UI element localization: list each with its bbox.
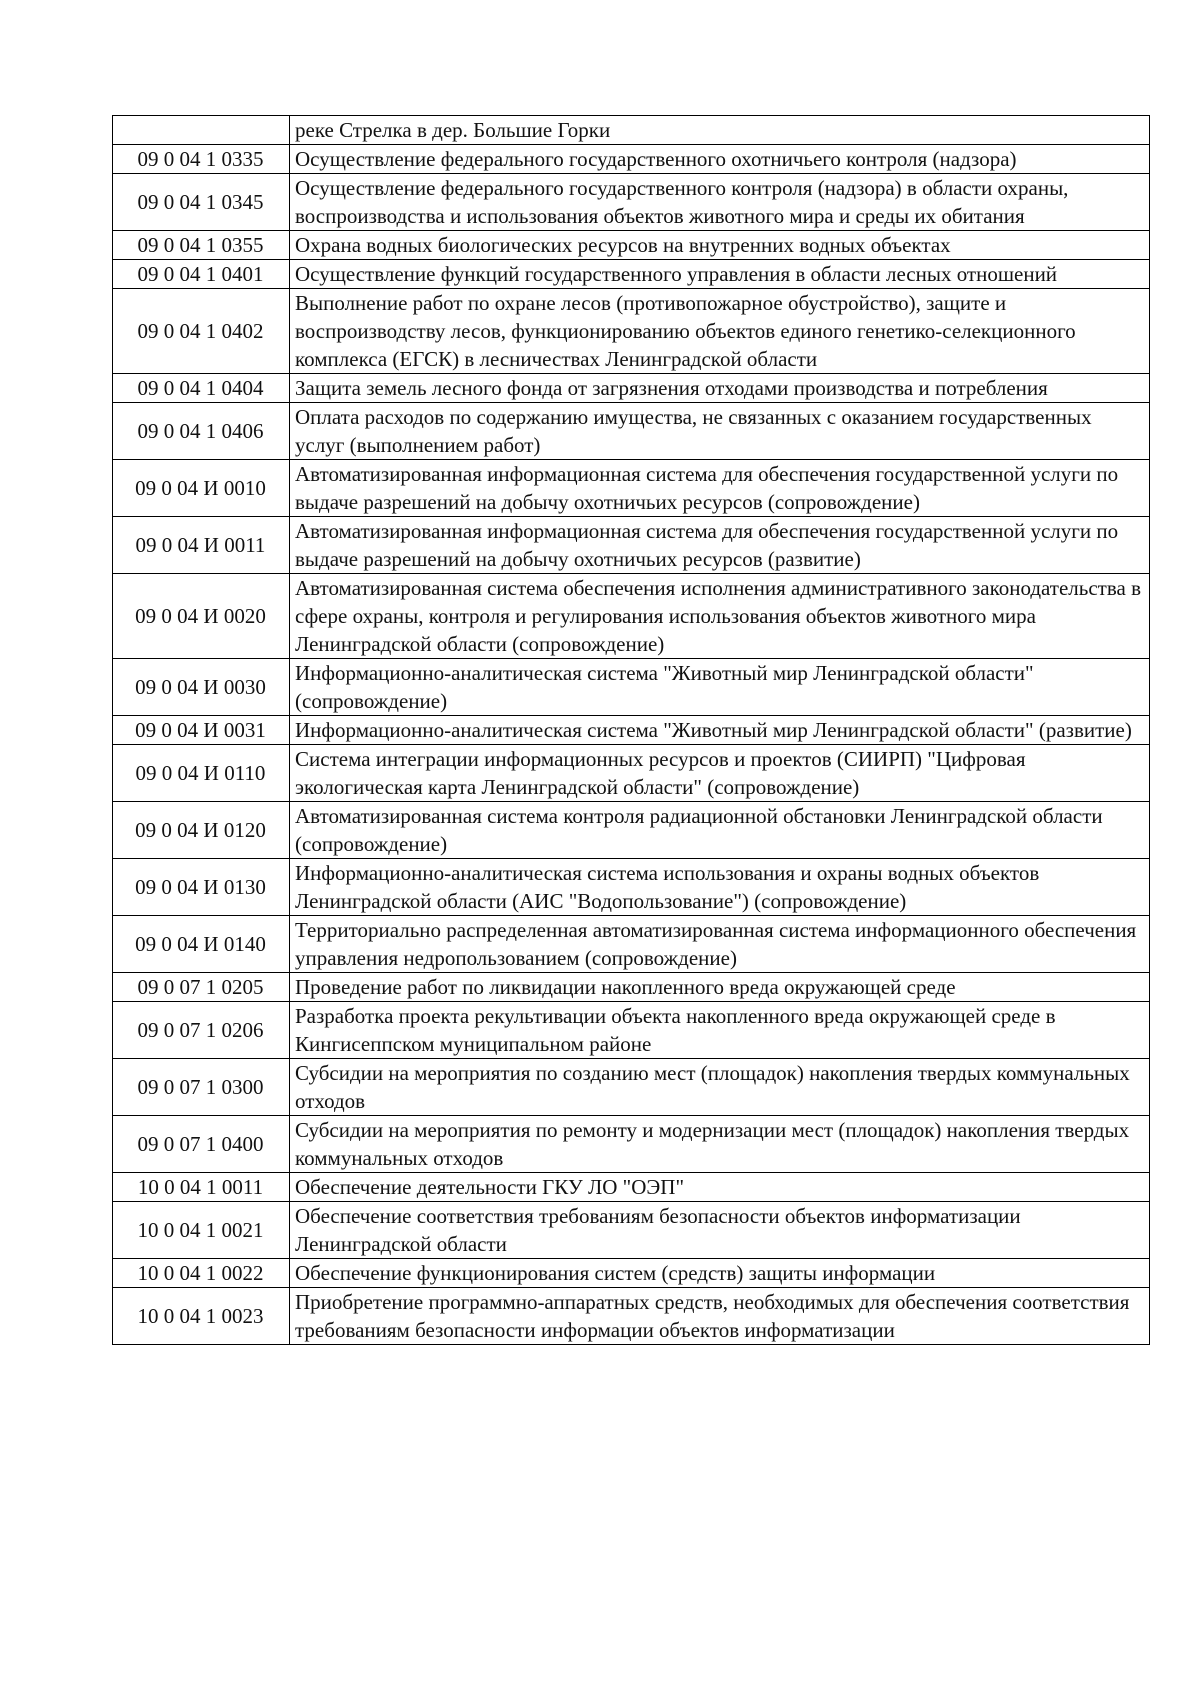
description-cell: Охрана водных биологических ресурсов на внутренних водных объектах: [290, 231, 1150, 260]
description-cell: Оплата расходов по содержанию имущества, не связанных с оказанием государственных услуг (выполнением работ): [290, 403, 1150, 460]
code-cell: 09 0 04 1 0404: [113, 374, 290, 403]
code-cell: 09 0 04 И 0120: [113, 802, 290, 859]
code-cell: 09 0 07 1 0205: [113, 973, 290, 1002]
code-cell: 09 0 04 И 0031: [113, 716, 290, 745]
table-body: [113, 116, 1150, 1345]
code-cell: 10 0 04 1 0021: [113, 1202, 290, 1259]
code-cell: [113, 116, 290, 145]
table-row: [113, 1116, 1150, 1173]
description-cell: Выполнение работ по охране лесов (противопожарное обустройство), защите и воспроизводству лесов, функционированию объектов единого генетико-селекционного комплекса (ЕГСК) в лесничествах Ленинградской области: [290, 289, 1150, 374]
code-cell: 09 0 04 И 0130: [113, 859, 290, 916]
description-cell: Приобретение программно-аппаратных средств, необходимых для обеспечения соответствия требованиям безопасности информации объектов информатизации: [290, 1288, 1150, 1345]
table-row: [113, 659, 1150, 716]
code-cell: 10 0 04 1 0011: [113, 1173, 290, 1202]
code-cell: 09 0 07 1 0300: [113, 1059, 290, 1116]
description-cell: Осуществление федерального государственного охотничьего контроля (надзора): [290, 145, 1150, 174]
table-row: [113, 1259, 1150, 1288]
table-row: [113, 1288, 1150, 1345]
table-row: [113, 174, 1150, 231]
table-row: [113, 374, 1150, 403]
code-cell: 09 0 04 1 0406: [113, 403, 290, 460]
table-row: [113, 116, 1150, 145]
code-cell: 09 0 04 И 0110: [113, 745, 290, 802]
description-cell: Информационно-аналитическая система использования и охраны водных объектов Ленинградской области (АИС "Водопользование") (сопровождение): [290, 859, 1150, 916]
description-cell: Автоматизированная система обеспечения исполнения административного законодательства в сфере охраны, контроля и регулирования использования объектов животного мира Ленинградской области (сопровождение): [290, 574, 1150, 659]
description-cell: Информационно-аналитическая система "Животный мир Ленинградской области" (развитие): [290, 716, 1150, 745]
description-cell: Субсидии на мероприятия по созданию мест (площадок) накопления твердых коммунальных отходов: [290, 1059, 1150, 1116]
code-cell: 09 0 04 1 0355: [113, 231, 290, 260]
table-row: [113, 716, 1150, 745]
description-cell: Обеспечение функционирования систем (средств) защиты информации: [290, 1259, 1150, 1288]
table-row: [113, 1002, 1150, 1059]
table-row: [113, 859, 1150, 916]
description-cell: Система интеграции информационных ресурсов и проектов (СИИРП) "Цифровая экологическая карта Ленинградской области" (сопровождение): [290, 745, 1150, 802]
description-cell: Проведение работ по ликвидации накопленного вреда окружающей среде: [290, 973, 1150, 1002]
description-cell: Автоматизированная система контроля радиационной обстановки Ленинградской области (сопровождение): [290, 802, 1150, 859]
table-row: [113, 231, 1150, 260]
description-cell: Осуществление федерального государственного контроля (надзора) в области охраны, воспроизводства и использования объектов животного мира и среды их обитания: [290, 174, 1150, 231]
budget-codes-table: [112, 115, 1150, 1345]
table-row: [113, 289, 1150, 374]
table-row: [113, 403, 1150, 460]
description-cell: Защита земель лесного фонда от загрязнения отходами производства и потребления: [290, 374, 1150, 403]
table-row: [113, 916, 1150, 973]
description-cell: Субсидии на мероприятия по ремонту и модернизации мест (площадок) накопления твердых коммунальных отходов: [290, 1116, 1150, 1173]
code-cell: 10 0 04 1 0022: [113, 1259, 290, 1288]
table-row: [113, 574, 1150, 659]
description-cell: реке Стрелка в дер. Большие Горки: [290, 116, 1150, 145]
code-cell: 09 0 04 И 0011: [113, 517, 290, 574]
table-row: [113, 145, 1150, 174]
code-cell: 09 0 07 1 0206: [113, 1002, 290, 1059]
code-cell: 09 0 04 И 0020: [113, 574, 290, 659]
code-cell: 09 0 04 И 0030: [113, 659, 290, 716]
code-cell: 09 0 04 1 0401: [113, 260, 290, 289]
table-row: [113, 973, 1150, 1002]
code-cell: 09 0 04 1 0335: [113, 145, 290, 174]
code-cell: 09 0 04 1 0402: [113, 289, 290, 374]
table-row: [113, 802, 1150, 859]
description-cell: Обеспечение соответствия требованиям безопасности объектов информатизации Ленинградской области: [290, 1202, 1150, 1259]
table-row: [113, 460, 1150, 517]
description-cell: Автоматизированная информационная система для обеспечения государственной услуги по выдаче разрешений на добычу охотничьих ресурсов (сопровождение): [290, 460, 1150, 517]
description-cell: Информационно-аналитическая система "Животный мир Ленинградской области" (сопровождение): [290, 659, 1150, 716]
code-cell: 09 0 04 И 0140: [113, 916, 290, 973]
description-cell: Территориально распределенная автоматизированная система информационного обеспечения управления недропользованием (сопровождение): [290, 916, 1150, 973]
table-row: [113, 1202, 1150, 1259]
description-cell: Разработка проекта рекультивации объекта накопленного вреда окружающей среде в Кингисеппском муниципальном районе: [290, 1002, 1150, 1059]
description-cell: Автоматизированная информационная система для обеспечения государственной услуги по выдаче разрешений на добычу охотничьих ресурсов (развитие): [290, 517, 1150, 574]
code-cell: 09 0 07 1 0400: [113, 1116, 290, 1173]
description-cell: Осуществление функций государственного управления в области лесных отношений: [290, 260, 1150, 289]
table-row: [113, 1059, 1150, 1116]
table-row: [113, 745, 1150, 802]
code-cell: 10 0 04 1 0023: [113, 1288, 290, 1345]
code-cell: 09 0 04 И 0010: [113, 460, 290, 517]
table-row: [113, 260, 1150, 289]
code-cell: 09 0 04 1 0345: [113, 174, 290, 231]
table-row: [113, 1173, 1150, 1202]
table-row: [113, 517, 1150, 574]
description-cell: Обеспечение деятельности ГКУ ЛО "ОЭП": [290, 1173, 1150, 1202]
